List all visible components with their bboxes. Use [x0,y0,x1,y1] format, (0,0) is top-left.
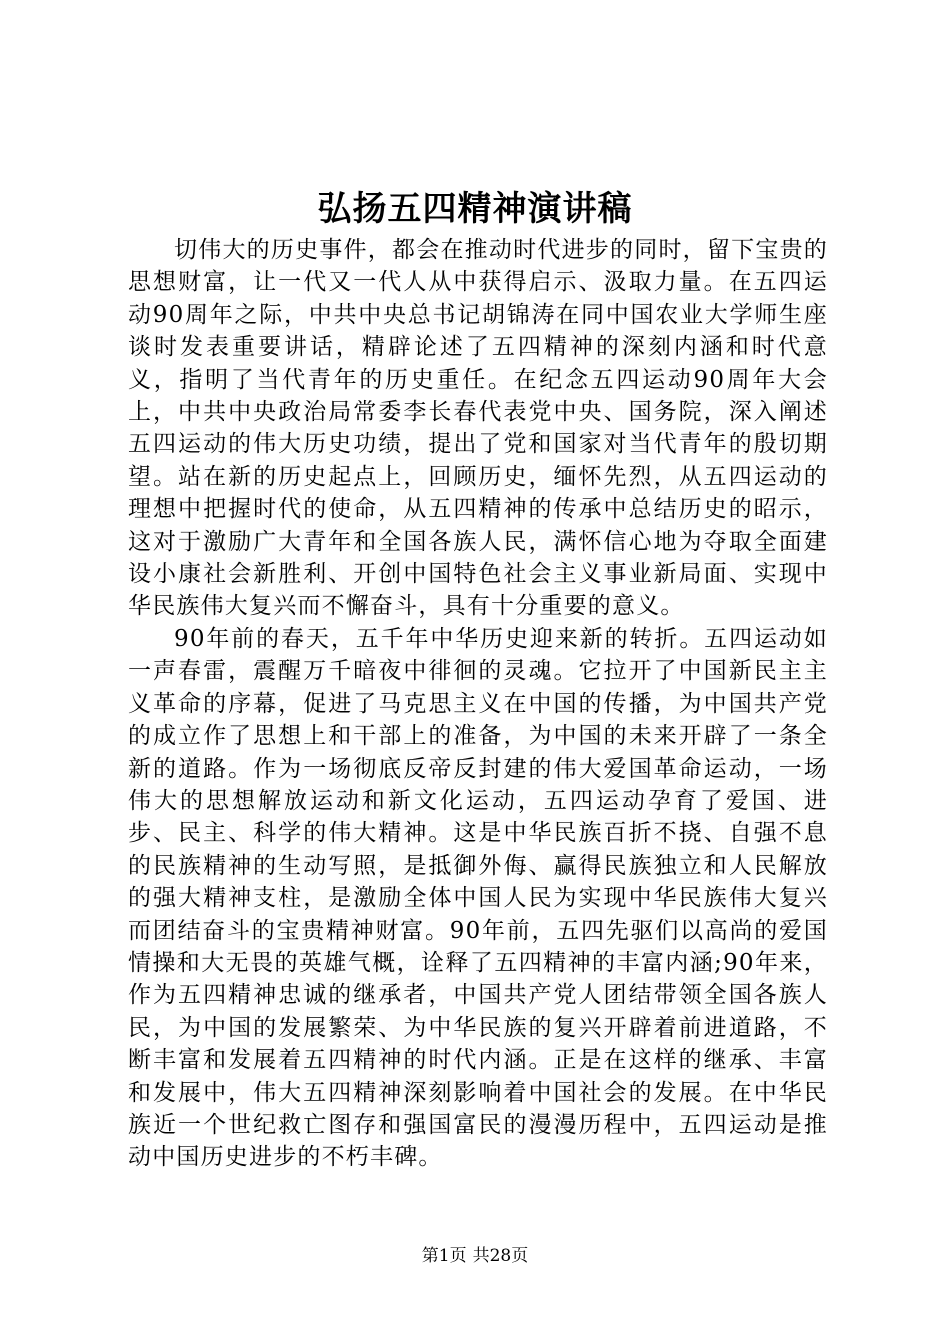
page-number-current: 第1页 [421,1246,467,1266]
page-number-total: 共28页 [472,1246,529,1266]
page-footer [0,1245,950,1267]
document-title: 弘扬五四精神演讲稿 [317,189,633,229]
document-body [128,234,828,1174]
paragraph-1: 切伟大的历史事件，都会在推动时代进步的同时，留下宝贵的思想财富，让一代又一代人从中获得启示、汲取力量。在五四运动90周年之际，中共中央总书记胡锦涛在同中国农业大学师生座谈时发表重要讲话，精辟论述了五四精神的深刻内涵和时代意义，指明了当代青年的历史重任。在纪念五四运动90周年大会上，中共中央政治局常委李长春代表党中央、国务院，深入阐述五四运动的伟大历史功绩，提出了党和国家对当代青年的殷切期望。站在新的历史起点上，回顾历史，缅怀先烈，从五四运动的理想中把握时代的使命，从五四精神的传承中总结历史的昭示，这对于激励广大青年和全国各族人民，满怀信心地为夺取全面建设小康社会新胜利、开创中国特色社会主义事业新局面、实现中华民族伟大复兴而不懈奋斗，具有十分重要的意义。 [128,237,828,620]
paragraph-2: 90年前的春天，五千年中华历史迎来新的转折。五四运动如一声春雷，震醒万千暗夜中徘徊的灵魂。它拉开了中国新民主主义革命的序幕，促进了马克思主义在中国的传播，为中国共产党的成立作了思想上和干部上的准备，为中国的未来开辟了一条全新的道路。作为一场彻底反帝反封建的伟大爱国革命运动，一场伟大的思想解放运动和新文化运动，五四运动孕育了爱国、进步、民主、科学的伟大精神。这是中华民族百折不挠、自强不息的民族精神的生动写照，是抵御外侮、赢得民族独立和人民解放的强大精神支柱，是激励全体中国人民为实现中华民族伟大复兴而团结奋斗的宝贵精神财富。90年前，五四先驱们以高尚的爱国情操和大无畏的英雄气概，诠释了五四精神的丰富内涵;90年来，作为五四精神忠诚的继承者，中国共产党人团结带领全国各族人民，为中国的发展繁荣、为中华民族的复兴开辟着前进道路，不断丰富和发展着五四精神的时代内涵。正是在这样的继承、丰富和发展中，伟大五四精神深刻影响着中国社会的发展。在中华民族近一个世纪救亡图存和强国富民的漫漫历程中，五四运动是推动中国历史进步的不朽丰碑。 [128,625,828,1171]
